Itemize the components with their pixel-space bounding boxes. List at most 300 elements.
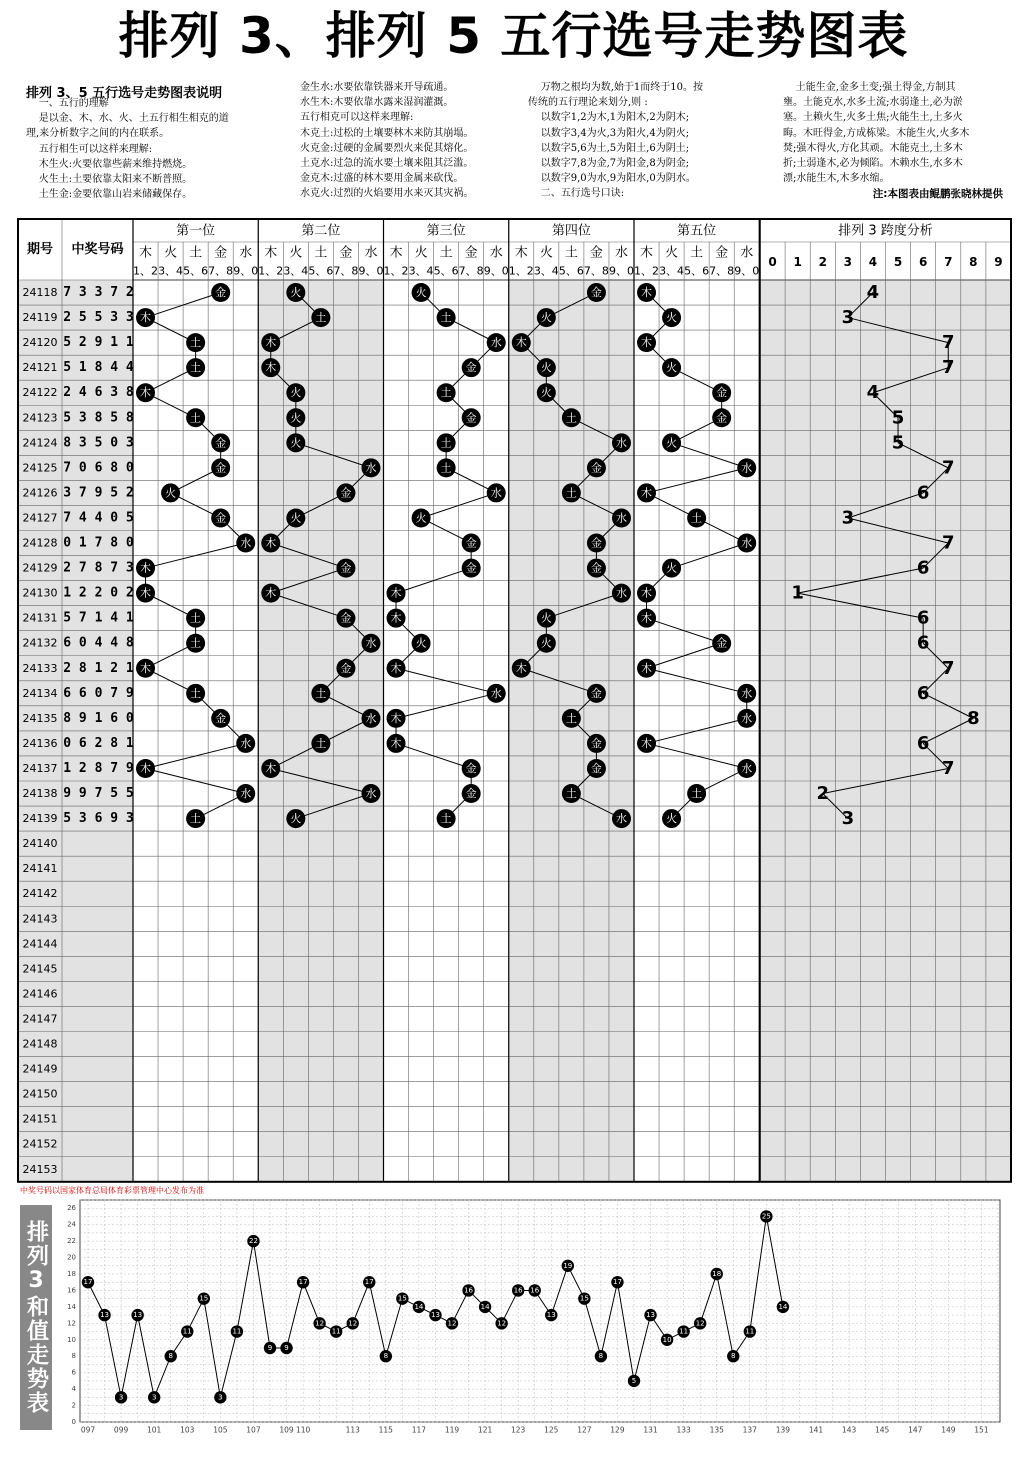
span-value: 3 — [841, 808, 855, 830]
table-row-period: 24150 — [22, 1087, 58, 1101]
position-header: 第二位 — [301, 223, 341, 239]
element-digit-header: 3、4 — [283, 264, 309, 278]
table-row-period: 24152 — [22, 1137, 58, 1151]
table-row-number: 8 9 1 6 0 — [63, 710, 134, 726]
span-value: 4 — [866, 282, 880, 304]
element-ball-label: 木 — [641, 286, 653, 300]
span-header: 排列 3 跨度分析 — [838, 223, 933, 239]
x-tick-label: 113 — [345, 1425, 360, 1435]
table-row-period: 24121 — [22, 361, 58, 375]
element-header: 金 — [214, 245, 228, 261]
element-ball-label: 火 — [666, 361, 678, 375]
span-digit-header: 8 — [969, 255, 978, 269]
element-ball-label: 木 — [265, 336, 277, 350]
element-ball-label: 水 — [240, 736, 252, 750]
x-tick-label: 147 — [908, 1425, 923, 1435]
element-header: 土 — [189, 245, 203, 261]
element-digit-header: 3、4 — [408, 264, 434, 278]
element-ball-label: 水 — [365, 787, 377, 801]
span-value: 7 — [941, 357, 955, 379]
sum-point-label: 15 — [579, 1294, 589, 1303]
span-value: 6 — [916, 682, 930, 704]
sum-point-label: 17 — [612, 1278, 622, 1287]
element-header: 金 — [589, 245, 603, 261]
sum-point-label: 17 — [364, 1278, 374, 1287]
element-ball-label: 金 — [465, 361, 477, 375]
element-header: 金 — [715, 245, 729, 261]
span-digit-header: 6 — [918, 255, 928, 269]
x-tick-label: 097 — [80, 1425, 96, 1435]
element-ball-label: 水 — [615, 586, 627, 600]
sum-point-label: 11 — [679, 1327, 689, 1336]
x-tick-label: 141 — [808, 1425, 824, 1435]
y-tick-label: 12 — [67, 1319, 76, 1328]
element-ball-label: 木 — [641, 486, 653, 500]
x-tick-label: 103 — [180, 1425, 195, 1435]
y-tick-label: 6 — [71, 1368, 76, 1377]
span-digit-header: 1 — [793, 255, 802, 269]
sum-point-label: 3 — [118, 1393, 124, 1402]
element-digit-header: 9、0 — [734, 264, 760, 278]
table-row-period: 24151 — [22, 1112, 58, 1126]
sum-point-label: 10 — [662, 1335, 672, 1344]
element-ball-label: 木 — [265, 586, 277, 600]
sum-point-label: 11 — [182, 1327, 192, 1336]
table-row-period: 24143 — [22, 912, 58, 926]
element-digit-header: 9、0 — [608, 264, 634, 278]
sum-point-label: 11 — [232, 1327, 242, 1336]
element-ball-label: 木 — [390, 711, 402, 725]
element-ball-label: 水 — [240, 787, 252, 801]
element-digit-header: 5、6 — [308, 264, 334, 278]
element-ball-label: 土 — [190, 411, 202, 425]
element-ball-label: 火 — [666, 311, 678, 325]
x-tick-label: 109 — [279, 1425, 294, 1435]
element-header: 木 — [139, 245, 153, 261]
sum-point-label: 9 — [284, 1344, 289, 1352]
table-row-period: 24125 — [22, 461, 58, 475]
intro-col4: 土能生金,金多土变;强土得金,方制其 壅。土能克水,水多土流;水弱逢土,必为淤 塞。土赖火生,火多土焦;火能生土,土多火 晦。木旺得金,方成栋梁。木能生火,火多木 焚;强木得火,方化其顽。木能克土,土多木 折;土弱逢木,必为倾陷。木赖水生,水多木 漂;水能生木,木多水缩。 — [783, 82, 970, 185]
element-header: 火 — [539, 245, 553, 261]
sum-point-label: 12 — [315, 1319, 325, 1328]
element-ball-label: 土 — [440, 436, 452, 450]
element-ball-label: 金 — [215, 711, 227, 725]
element-digit-header: 3、4 — [659, 264, 685, 278]
x-tick-label: 107 — [246, 1425, 261, 1435]
element-ball-label: 木 — [265, 536, 277, 550]
element-digit-header: 7、8 — [333, 264, 359, 278]
page-title: 排列 3、排列 5 五行选号走势图表 — [118, 7, 909, 65]
element-digit-header: 7、8 — [458, 264, 484, 278]
element-ball-label: 金 — [590, 736, 602, 750]
sum-point-label: 14 — [480, 1302, 490, 1311]
sum-point-label: 22 — [248, 1237, 258, 1246]
element-ball-label: 火 — [290, 812, 302, 826]
element-header: 木 — [640, 245, 654, 261]
x-tick-label: 131 — [643, 1425, 658, 1435]
element-header: 水 — [364, 245, 378, 261]
element-ball-label: 土 — [190, 812, 202, 826]
table-row-period: 24141 — [22, 862, 58, 876]
element-ball-label: 金 — [340, 561, 352, 575]
table-row-period: 24146 — [22, 987, 58, 1001]
element-ball-label: 土 — [190, 686, 202, 700]
element-ball-label: 水 — [741, 761, 753, 775]
y-tick-label: 0 — [71, 1418, 76, 1426]
table-row-period: 24119 — [22, 311, 58, 325]
sum-chart-label: 排列3和值走势表 — [20, 1205, 52, 1430]
element-ball-label: 水 — [490, 686, 502, 700]
element-ball-label: 金 — [590, 561, 602, 575]
element-header: 土 — [314, 245, 328, 261]
element-ball-label: 金 — [465, 561, 477, 575]
span-value: 6 — [916, 632, 930, 654]
element-ball-label: 火 — [540, 611, 552, 625]
element-ball-label: 木 — [140, 761, 152, 775]
element-ball-label: 金 — [590, 761, 602, 775]
element-ball-label: 水 — [741, 536, 753, 550]
table-row-number: 2 5 5 3 3 — [63, 310, 134, 326]
element-ball-label: 土 — [440, 311, 452, 325]
span-value: 7 — [941, 457, 955, 479]
element-ball-label: 金 — [215, 286, 227, 300]
element-ball-label: 火 — [666, 561, 678, 575]
intro-col2: 金生水:水要依靠铁器来开导疏通。 水生木:木要依靠水露来湿润灌溉。 五行相克可以这样来理解: 木克土:过松的土壤要林木来防其崩塌。 火克金:过硬的金属要烈火来促其熔化。 土克水:过急的流水要土壤来阻其泛滥。 金克木:过盛的林木要用金属来砍伐。 水克火:过烈的火焰要用水来灭其灾祸。 — [300, 82, 474, 200]
element-ball-label: 木 — [641, 736, 653, 750]
table-row-number: 5 3 8 5 8 — [63, 410, 134, 426]
sum-point-label: 17 — [298, 1278, 308, 1287]
x-tick-label: 099 — [113, 1425, 129, 1435]
element-digit-header: 7、8 — [709, 264, 735, 278]
span-digit-header: 9 — [994, 255, 1003, 269]
element-digit-header: 1、2 — [634, 264, 660, 278]
sum-point-label: 8 — [168, 1352, 173, 1361]
table-row-period: 24140 — [22, 837, 58, 851]
element-ball-label: 土 — [440, 461, 452, 475]
sum-point-label: 14 — [414, 1302, 424, 1311]
x-tick-label: 121 — [477, 1425, 493, 1435]
element-header: 火 — [289, 245, 303, 261]
span-digit-header: 7 — [944, 255, 953, 269]
element-ball-label: 金 — [590, 686, 602, 700]
table-row-period: 24120 — [22, 336, 58, 350]
element-ball-label: 金 — [716, 411, 728, 425]
element-ball-label: 木 — [641, 586, 653, 600]
sum-point-label: 13 — [430, 1311, 440, 1320]
element-ball-label: 火 — [540, 311, 552, 325]
span-value: 5 — [891, 407, 905, 429]
table-row-period: 24134 — [22, 686, 58, 700]
table-row-period: 24129 — [22, 561, 58, 575]
table-row-number: 8 3 5 0 3 — [63, 435, 134, 451]
element-ball-label: 火 — [290, 511, 302, 525]
y-tick-label: 16 — [67, 1286, 76, 1295]
x-tick-label: 105 — [213, 1425, 228, 1435]
sum-point-label: 15 — [397, 1294, 407, 1303]
element-ball-label: 土 — [440, 812, 452, 826]
position-header: 第五位 — [677, 223, 717, 239]
sum-point-label: 15 — [199, 1294, 209, 1303]
span-value: 4 — [866, 382, 880, 404]
span-value: 7 — [941, 657, 955, 679]
element-digit-header: 1、2 — [133, 264, 159, 278]
sum-point-label: 8 — [731, 1352, 736, 1361]
x-tick-label: 133 — [676, 1425, 691, 1435]
element-ball-label: 金 — [465, 411, 477, 425]
y-tick-label: 4 — [71, 1385, 76, 1394]
x-tick-label: 117 — [411, 1425, 427, 1435]
table-row-number: 2 8 1 2 1 — [63, 660, 134, 676]
element-ball-label: 水 — [490, 336, 502, 350]
span-value: 7 — [941, 332, 955, 354]
sum-point-label: 17 — [83, 1278, 93, 1287]
element-ball-label: 木 — [140, 561, 152, 575]
sum-point-label: 5 — [631, 1376, 637, 1385]
element-ball-label: 水 — [365, 711, 377, 725]
element-ball-label: 土 — [315, 686, 327, 700]
element-ball-label: 土 — [190, 336, 202, 350]
period-header: 期号 — [26, 242, 54, 257]
table-row-period: 24142 — [22, 887, 58, 901]
y-tick-label: 22 — [67, 1237, 76, 1246]
sum-point-label: 18 — [712, 1270, 722, 1278]
table-row-number: 6 0 4 4 8 — [63, 635, 134, 651]
sum-point-label: 16 — [530, 1286, 540, 1295]
element-ball-label: 水 — [490, 486, 502, 500]
table-row-number: 5 2 9 1 1 — [63, 335, 134, 351]
table-row-period: 24132 — [22, 636, 58, 650]
element-header: 火 — [665, 245, 679, 261]
table-row-number: 5 3 6 9 3 — [63, 811, 134, 827]
element-header: 木 — [514, 245, 528, 261]
x-tick-label: 110 — [295, 1425, 311, 1435]
element-ball-label: 木 — [390, 586, 402, 600]
element-ball-label: 木 — [390, 611, 402, 625]
sum-point-label: 3 — [151, 1393, 157, 1402]
element-ball-label: 木 — [140, 661, 152, 675]
element-header: 金 — [464, 245, 478, 261]
element-ball-label: 木 — [140, 311, 152, 325]
intro-col1: 一、五行的理解 是以金、木、水、火、土五行相生相克的道 理,来分析数字之间的内在联系。 五行相生可以这样来理解: 木生火:火要依靠些薪来维持燃烧。 火生土:土要依靠太阳来不断普照。 土生金:金要依靠山岩来储藏保存。 — [26, 98, 229, 201]
span-value: 7 — [941, 757, 955, 779]
element-digit-header: 1、2 — [383, 264, 409, 278]
element-digit-header: 9、0 — [358, 264, 384, 278]
element-digit-header: 5、6 — [558, 264, 584, 278]
table-row-number: 9 9 7 5 5 — [63, 786, 134, 802]
x-tick-label: 119 — [444, 1425, 460, 1435]
element-header: 火 — [414, 245, 428, 261]
element-header: 木 — [389, 245, 403, 261]
table-row-period: 24130 — [22, 586, 58, 600]
y-tick-label: 14 — [67, 1302, 76, 1311]
span-value: 6 — [916, 732, 930, 754]
element-ball-label: 金 — [340, 611, 352, 625]
sum-point-label: 13 — [133, 1311, 143, 1320]
element-ball-label: 木 — [265, 761, 277, 775]
sum-point-label: 11 — [745, 1327, 755, 1336]
span-digit-header: 4 — [868, 255, 878, 269]
sum-point-label: 13 — [100, 1311, 110, 1320]
table-row-period: 24136 — [22, 736, 58, 750]
element-ball-label: 火 — [666, 812, 678, 826]
span-value: 3 — [841, 507, 855, 529]
table-row-period: 24137 — [22, 761, 58, 775]
element-ball-label: 火 — [540, 361, 552, 375]
table-row-number: 6 6 0 7 9 — [63, 685, 134, 701]
element-ball-label: 土 — [190, 361, 202, 375]
element-ball-label: 金 — [465, 787, 477, 801]
span-digit-header: 5 — [893, 255, 903, 269]
table-row-period: 24131 — [22, 611, 58, 625]
element-ball-label: 水 — [365, 461, 377, 475]
element-ball-label: 水 — [240, 536, 252, 550]
element-digit-header: 3、4 — [533, 264, 559, 278]
sum-point-label: 12 — [348, 1319, 358, 1328]
element-ball-label: 火 — [415, 511, 427, 525]
y-tick-label: 10 — [67, 1335, 76, 1344]
element-ball-label: 金 — [215, 461, 227, 475]
element-ball-label: 火 — [290, 436, 302, 450]
sum-point-label: 12 — [447, 1319, 457, 1328]
element-ball-label: 木 — [641, 661, 653, 675]
table-row-number: 0 6 2 8 1 — [63, 735, 134, 751]
element-digit-header: 1、2 — [258, 264, 284, 278]
element-ball-label: 金 — [465, 536, 477, 550]
element-ball-label: 土 — [565, 411, 577, 425]
sum-point-label: 12 — [497, 1319, 507, 1328]
element-ball-label: 木 — [515, 661, 527, 675]
span-digit-header: 3 — [843, 255, 853, 269]
table-row-period: 24149 — [22, 1062, 58, 1076]
x-tick-label: 115 — [378, 1425, 393, 1435]
element-ball-label: 水 — [615, 812, 627, 826]
table-row-number: 1 2 2 0 2 — [63, 585, 134, 601]
element-header: 水 — [489, 245, 503, 261]
element-ball-label: 火 — [290, 286, 302, 300]
sum-point-label: 14 — [778, 1302, 788, 1311]
y-tick-label: 24 — [67, 1220, 76, 1229]
sum-point-label: 8 — [383, 1352, 389, 1361]
span-value: 7 — [941, 532, 955, 554]
element-ball-label: 木 — [140, 386, 152, 400]
element-ball-label: 土 — [565, 787, 577, 801]
table-row-period: 24118 — [22, 286, 58, 300]
element-ball-label: 金 — [590, 536, 602, 550]
table-row-period: 24135 — [22, 711, 58, 725]
sum-point-label: 19 — [563, 1261, 573, 1270]
sum-chart-frame — [80, 1200, 1000, 1422]
element-ball-label: 金 — [716, 386, 728, 400]
table-row-period: 24145 — [22, 962, 58, 976]
element-ball-label: 火 — [290, 411, 302, 425]
element-ball-label: 木 — [641, 611, 653, 625]
table-row-period: 24126 — [22, 486, 58, 500]
sum-point-label: 16 — [464, 1286, 474, 1295]
element-ball-label: 金 — [590, 286, 602, 300]
table-row-number: 2 4 6 3 8 — [63, 385, 134, 401]
sum-point-label: 12 — [695, 1319, 705, 1328]
table-row-number: 7 0 6 8 0 — [63, 460, 134, 476]
element-digit-header: 5、6 — [684, 264, 710, 278]
element-ball-label: 木 — [265, 361, 277, 375]
element-header: 木 — [264, 245, 278, 261]
element-ball-label: 金 — [465, 761, 477, 775]
element-header: 金 — [339, 245, 353, 261]
element-ball-label: 金 — [590, 461, 602, 475]
element-ball-label: 金 — [215, 511, 227, 525]
element-header: 土 — [564, 245, 578, 261]
table-row-number: 2 7 8 7 3 — [63, 560, 134, 576]
y-tick-label: 2 — [71, 1401, 76, 1410]
element-digit-header: 1、2 — [508, 264, 534, 278]
element-ball-label: 土 — [691, 787, 703, 801]
x-tick-label: 137 — [742, 1425, 757, 1435]
position-header: 第三位 — [426, 223, 466, 239]
sum-point-label: 13 — [546, 1311, 556, 1320]
element-ball-label: 土 — [440, 386, 452, 400]
span-value: 6 — [916, 482, 930, 504]
x-tick-label: 139 — [775, 1425, 791, 1435]
number-header: 中奖号码 — [71, 242, 124, 257]
element-digit-header: 7、8 — [583, 264, 609, 278]
element-ball-label: 木 — [390, 736, 402, 750]
sum-point-label: 3 — [218, 1393, 223, 1402]
element-ball-label: 火 — [415, 636, 427, 650]
table-row-period: 24153 — [22, 1162, 58, 1176]
table-row-number: 1 2 8 7 9 — [63, 760, 134, 776]
span-value: 6 — [916, 607, 930, 629]
position-header: 第四位 — [551, 223, 591, 239]
element-ball-label: 土 — [315, 311, 327, 325]
element-ball-label: 土 — [565, 711, 577, 725]
table-row-period: 24144 — [22, 937, 58, 951]
element-ball-label: 木 — [140, 586, 152, 600]
sum-point-label: 9 — [267, 1344, 273, 1352]
element-ball-label: 金 — [215, 436, 227, 450]
element-header: 水 — [740, 245, 754, 261]
span-digit-header: 2 — [818, 255, 827, 269]
table-row-number: 5 1 8 4 4 — [63, 360, 134, 376]
credit-note: 注:本图表由鲲鹏张晓林提供 — [872, 188, 1003, 200]
table-row-period: 24147 — [22, 1012, 58, 1026]
element-header: 水 — [614, 245, 628, 261]
element-ball-label: 水 — [615, 436, 627, 450]
table-row-number: 7 4 4 0 5 — [63, 510, 134, 526]
element-ball-label: 水 — [741, 711, 753, 725]
span-digit-header: 0 — [768, 255, 777, 269]
element-ball-label: 火 — [540, 386, 552, 400]
table-row-period: 24122 — [22, 386, 58, 400]
element-digit-header: 3、4 — [158, 264, 184, 278]
span-value: 5 — [891, 432, 905, 454]
element-header: 土 — [690, 245, 704, 261]
element-ball-label: 土 — [691, 511, 703, 525]
table-row-number: 7 3 3 7 2 — [63, 285, 134, 301]
table-row-period: 24128 — [22, 536, 58, 550]
table-row-period: 24124 — [22, 436, 58, 450]
table-row-period: 24123 — [22, 411, 58, 425]
span-value: 2 — [816, 783, 830, 805]
x-tick-label: 125 — [544, 1425, 559, 1435]
element-ball-label: 土 — [315, 736, 327, 750]
table-row-period: 24133 — [22, 661, 58, 675]
x-tick-label: 129 — [610, 1425, 625, 1435]
x-tick-label: 151 — [974, 1425, 989, 1435]
y-tick-label: 8 — [71, 1352, 76, 1361]
x-tick-label: 101 — [147, 1425, 162, 1435]
element-ball-label: 水 — [741, 461, 753, 475]
element-digit-header: 9、0 — [233, 264, 259, 278]
